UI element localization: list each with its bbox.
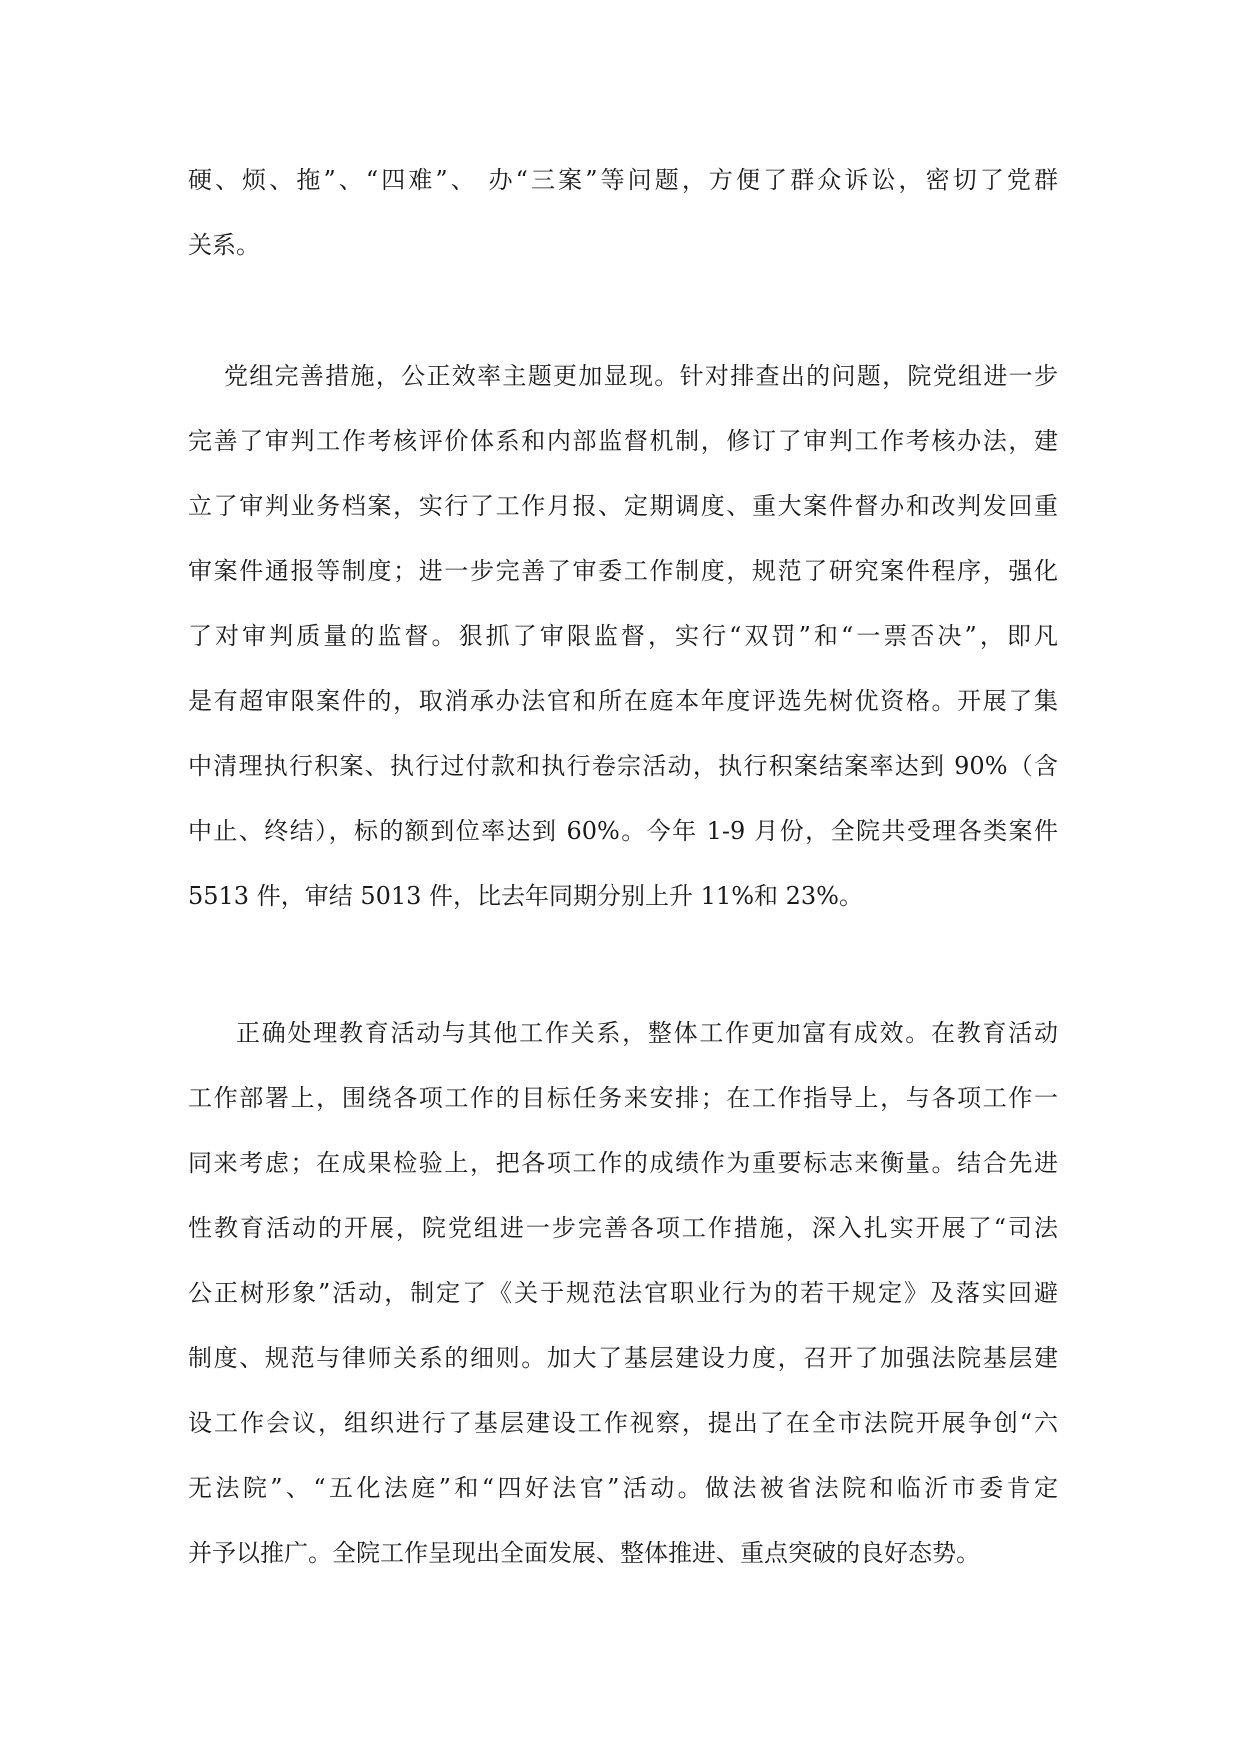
paragraph-line: 正确处理教育活动与其他工作关系，整体工作更加富有成效。在教育活动 <box>236 1019 1058 1047</box>
paragraph-line: 审案件通报等制度；进一步完善了审委工作制度，规范了研究案件程序，强化 <box>188 557 1058 585</box>
paragraph-line: 关系。 <box>188 231 260 259</box>
paragraph-line: 并予以推广。全院工作呈现出全面发展、整体推进、重点突破的良好态势。 <box>188 1539 980 1567</box>
paragraph-line: 同来考虑；在成果检验上，把各项工作的成绩作为重要标志来衡量。结合先进 <box>188 1149 1058 1177</box>
paragraph-line: 5513 件，审结 5013 件，比去年同期分别上升 11%和 23%。 <box>188 882 863 910</box>
paragraph-line: 性教育活动的开展，院党组进一步完善各项工作措施，深入扎实开展了“司法 <box>188 1214 1058 1242</box>
paragraph-line: 中清理执行积案、执行过付款和执行卷宗活动，执行积案结案率达到 90%（含 <box>188 752 1058 780</box>
paragraph-line: 了对审判质量的监督。狠抓了审限监督，实行“双罚”和“一票否决”，即凡 <box>188 622 1058 650</box>
paragraph-line: 中止、终结），标的额到位率达到 60%。今年 1-9 月份，全院共受理各类案件 <box>188 817 1058 845</box>
paragraph-line: 公正树形象”活动，制定了《关于规范法官职业行为的若干规定》及落实回避 <box>188 1279 1058 1307</box>
paragraph-line: 设工作会议，组织进行了基层建设工作视察，提出了在全市法院开展争创“六 <box>188 1409 1058 1437</box>
paragraph-1 <box>188 148 1058 278</box>
paragraph-line: 无法院”、“五化法庭”和“四好法官”活动。做法被省法院和临沂市委肯定 <box>188 1474 1058 1502</box>
paragraph-line: 完善了审判工作考核评价体系和内部监督机制，修订了审判工作考核办法，建 <box>188 427 1058 455</box>
paragraph-line: 党组完善措施，公正效率主题更加显现。针对排查出的问题，院党组进一步 <box>224 362 1058 390</box>
paragraph-2 <box>188 344 1058 929</box>
paragraph-line: 硬、烦、拖”、“四难”、 办“三案”等问题，方便了群众诉讼，密切了党群 <box>188 166 1058 194</box>
paragraph-line: 制度、规范与律师关系的细则。加大了基层建设力度，召开了加强法院基层建 <box>188 1344 1058 1372</box>
paragraph-line: 是有超审限案件的，取消承办法官和所在庭本年度评选先树优资格。开展了集 <box>188 687 1058 715</box>
paragraph-line: 工作部署上，围绕各项工作的目标任务来安排；在工作指导上，与各项工作一 <box>188 1084 1058 1112</box>
paragraph-line: 立了审判业务档案，实行了工作月报、定期调度、重大案件督办和改判发回重 <box>188 492 1058 520</box>
paragraph-3 <box>188 1001 1058 1586</box>
